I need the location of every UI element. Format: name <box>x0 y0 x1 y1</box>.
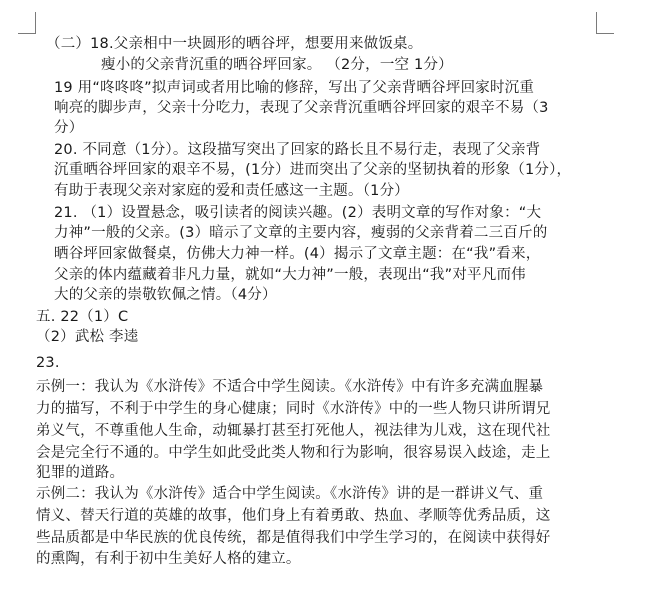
crop-mark-top-left <box>35 12 36 34</box>
answer-18-line-1: （二）18.父亲相中一块圆形的晒谷坪，想要用来做饭桌。 <box>46 36 423 52</box>
answer-21-line-4: 父亲的体内蕴藏着非凡力量，就如“大力神”一般，表现出“我”对平凡而伟 <box>54 267 526 283</box>
example-2-line-4: 的熏陶，有利于初中生美好人格的建立。 <box>36 551 301 567</box>
answer-19-line-3: 分） <box>54 120 84 136</box>
example-1-line-3: 弟义气，不尊重他人生命，动辄暴打甚至打死他人，视法律为儿戏，这在现代社 <box>36 423 551 439</box>
example-1-line-4: 会是完全行不通的。中学生如此受此类人物和行为影响，很容易误入歧途，走上 <box>36 445 551 461</box>
example-2-line-2: 情义、替天行道的英雄的故事，他们身上有着勇敢、热血、孝顺等优秀品质，这 <box>36 508 551 524</box>
answer-20-line-3: 有助于表现父亲对家庭的爱和责任感这一主题。（1分） <box>54 183 409 199</box>
answer-23-heading: 23. <box>36 355 60 371</box>
answer-21-line-2: 力神”一般的父亲。(3）暗示了文章的主要内容，瘦弱的父亲背着二三百斤的 <box>54 225 548 241</box>
answer-21-line-3: 晒谷坪回家做餐桌，仿佛大力神一样。(4）揭示了文章主题：在“我”看来， <box>54 246 541 262</box>
answer-21-line-1: 21. （1）设置悬念，吸引读者的阅读兴趣。(2）表明文章的写作对象：“大 <box>54 205 542 221</box>
answer-18-line-2: 瘦小的父亲背沉重的晒谷坪回家。 （2分，一空 1分） <box>101 57 453 73</box>
example-2-line-3: 些品质都是中华民族的优良传统，都是值得我们中学生学习的，在阅读中获得好 <box>36 530 551 546</box>
answer-21-line-5: 大的父亲的崇敬钦佩之情。（4分） <box>54 287 277 303</box>
example-1-line-1: 示例一：我认为《水浒传》不适合中学生阅读。《水浒传》中有许多充满血腥暴 <box>36 379 544 395</box>
answer-19-line-2: 响亮的脚步声，父亲十分吃力，表现了父亲背沉重晒谷坪回家的艰辛不易（3 <box>54 100 549 116</box>
example-1-line-5: 犯罪的道路。 <box>36 465 125 481</box>
crop-mark-top-right <box>596 33 614 34</box>
example-2-line-1: 示例二：我认为《水浒传》适合中学生阅读。《水浒传》讲的是一群讲义气、重 <box>36 486 544 502</box>
answer-20-line-1: 20. 不同意（1分）。这段描写突出了回家的路长且不易行走，表现了父亲背 <box>54 142 541 158</box>
answer-22-line-2: （2）武松 李逵 <box>36 329 139 345</box>
answer-22-line-1: 五. 22（1）C <box>36 309 129 325</box>
crop-mark-top-right <box>596 12 597 34</box>
answer-19-line-1: 19 用“咚咚咚”拟声词或者用比喻的修辞，写出了父亲背晒谷坪回家时沉重 <box>54 80 535 96</box>
answer-20-line-2: 沉重晒谷坪回家的艰辛不易，(1分）进而突出了父亲的坚韧执着的形象（1分）， <box>54 162 572 178</box>
example-1-line-2: 力的描写，不利于中学生的身心健康；同时《水浒传》中的一些人物只讲所谓兄 <box>36 401 551 417</box>
crop-mark-top-left <box>18 33 36 34</box>
